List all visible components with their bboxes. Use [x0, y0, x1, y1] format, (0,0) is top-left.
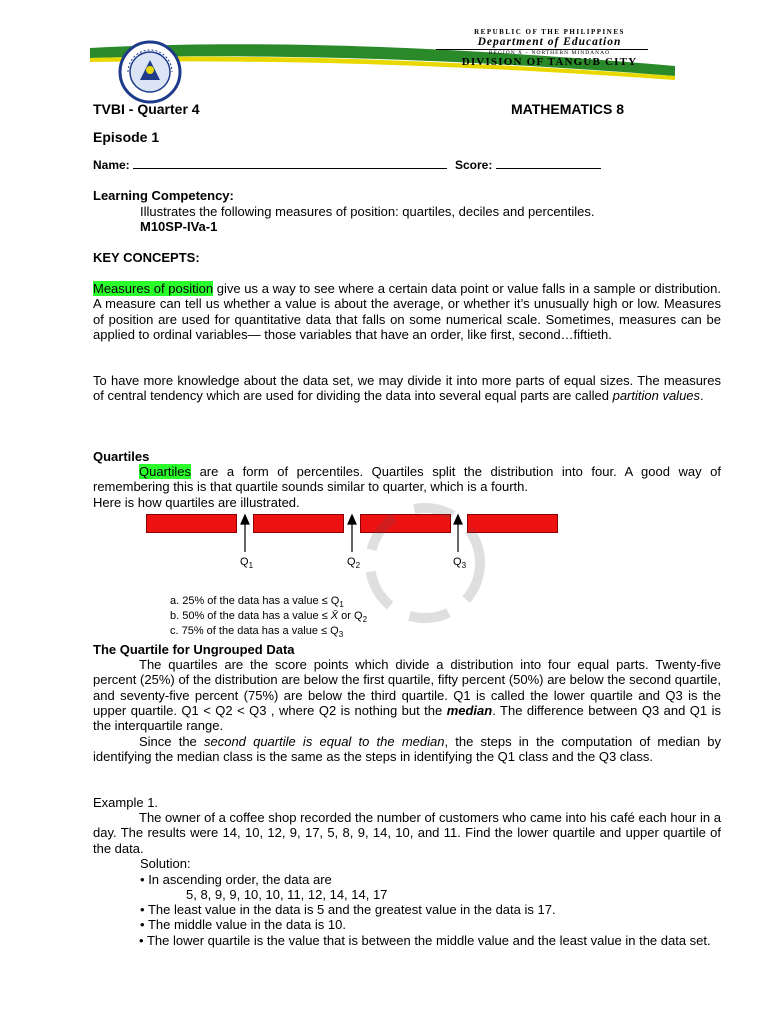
partition-values-term: partition values	[612, 388, 701, 404]
course-title: TVBI - Quarter 4	[93, 101, 200, 117]
example-title: Example 1.	[93, 795, 159, 810]
score-line[interactable]	[496, 157, 601, 169]
key-concepts-paragraph-2	[93, 373, 721, 404]
q3-label: $Q_3$	[453, 556, 467, 571]
score-label: Score:	[455, 158, 493, 172]
episode-title: Episode 1	[93, 129, 160, 145]
ungrouped-heading: The Quartile for Ungrouped Data	[93, 642, 295, 657]
kc-p1-text: give us a way to see where a certain data point or value falls in a sample or distribution. A measure can tell us whether a value is about the average, or whether it’s unusually high or low. Measures of position are used for quantitative data that falls on some numerical scale. Sometimes, measures can be applied to ordinal variables— those variables that have an order, like first, second…fiftieth.	[93, 281, 721, 342]
republic-text: REPUBLIC OF THE PHILIPPINES	[474, 28, 625, 36]
solution-label: Solution:	[140, 856, 191, 871]
solution-bullet-2: • The least value in the data is 5 and the greatest value in the data is 17.	[140, 902, 556, 917]
deped-seal-icon	[118, 40, 182, 104]
name-line[interactable]	[133, 157, 447, 169]
q2-label: $Q_2$	[347, 556, 361, 571]
ungrouped-paragraph-1: The quartiles are the score points which divide a distribution into four equal parts. Twenty-five percent (25%) of the distribution are below the first quartile, fifty percent (50%) are below the second quartile, and seventy-five percent (75%) are below the third quartile. Q1 is called the lower quartile and Q3 is the upper quartile. Q1 < Q2 < Q3 , where Q2 is nothing but the median. The difference between Q3 and Q1 is the interquartile range.	[93, 657, 721, 734]
competency-code: M10SP-IVa-1	[140, 219, 218, 234]
measures-of-position-highlight: Measures of position	[93, 281, 214, 296]
name-field[interactable]	[93, 157, 447, 173]
kc-p2-text: To have more knowledge about the data set, we may divide it into more parts of equal sizes. The measures of central tendency which are used for dividing the data into several equal parts are called	[93, 373, 721, 404]
score-field[interactable]	[455, 157, 601, 173]
competency-heading: Learning Competency:	[93, 188, 234, 203]
solution-bullet-4: • The lower quartile is the value that is between the middle value and the least value in the data set.	[139, 933, 711, 948]
quartiles-highlight: Quartiles	[139, 464, 192, 479]
department-text: Department of Education	[477, 36, 622, 48]
solution-bullet-3: • The middle value in the data is 10.	[140, 917, 346, 932]
kc-p2-end: .	[700, 388, 704, 404]
q1-label: $Q_1$	[240, 556, 254, 571]
median-term: median	[446, 702, 493, 718]
division-text: DIVISION OF TANGUB CITY	[461, 56, 638, 68]
subject-title: MATHEMATICS 8	[511, 101, 625, 117]
figure-note-c: c. 75% of the data has a value ≤ $Q_3$	[170, 625, 344, 640]
key-concepts-heading: KEY CONCEPTS:	[93, 250, 200, 265]
figure-note-a: a. 25% of the data has a value ≤ $Q_1$	[170, 595, 344, 610]
region-text: REGION X – NORTHERN MINDANAO	[488, 50, 611, 56]
watermark-icon	[360, 498, 490, 628]
ordered-data: 5, 8, 9, 9, 10, 10, 11, 12, 14, 14, 17	[186, 887, 388, 902]
key-concepts-paragraph-1	[93, 281, 721, 342]
quartiles-heading: Quartiles	[93, 449, 150, 464]
competency-text: Illustrates the following measures of position: quartiles, deciles and percentiles.	[140, 204, 595, 219]
name-label: Name:	[93, 158, 130, 172]
ungrouped-paragraph-2: Since the second quartile is equal to the median, the steps in the computation of median by identifying the median class is the same as the steps in identifying the Q1 class and the Q3 class.	[93, 734, 721, 765]
solution-bullet-1: • In ascending order, the data are	[140, 872, 332, 887]
quartiles-text: are a form of percentiles. Quartiles split the distribution into four. A good way of remembering this is that quartile sounds similar to quarter, which is a fourth.	[93, 464, 721, 495]
quartiles-illustrated-text: Here is how quartiles are illustrated.	[93, 494, 300, 510]
figure-note-b: b. 50% of the data has a value ≤ X̄ or $Q_2$	[170, 610, 368, 625]
example-problem: The owner of a coffee shop recorded the number of customers who came into his café each hour in a day. The results were 14, 10, 12, 9, 17, 5, 8, 9, 14, 10, and 11. Find the lower quartile and upper quartile of the data.	[93, 810, 721, 856]
